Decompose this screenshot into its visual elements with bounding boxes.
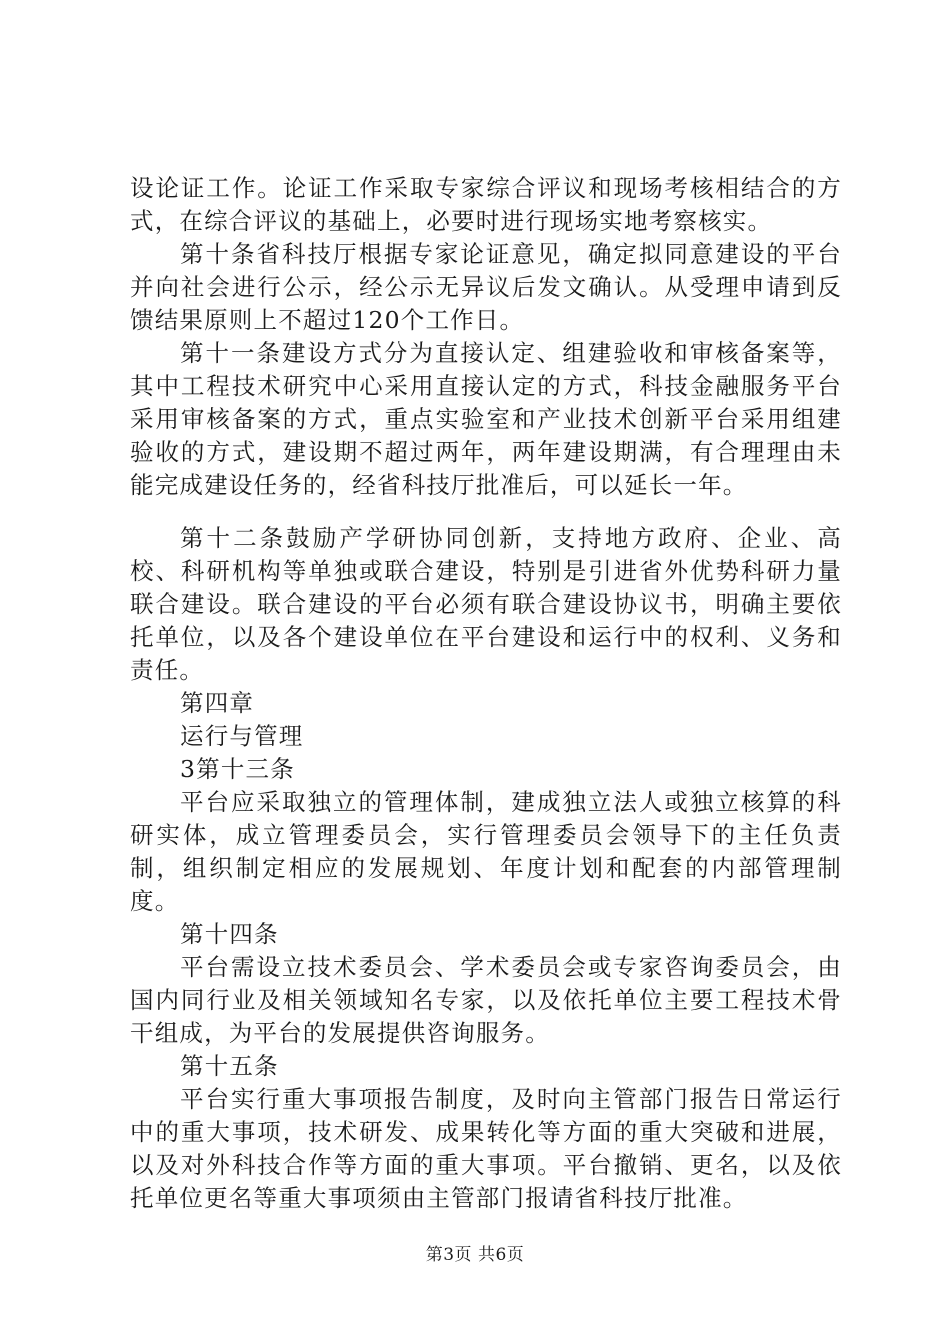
article-14-heading: 第十四条 (180, 920, 279, 948)
chapter-title: 运行与管理 (180, 722, 304, 750)
paragraph-article-12: 第十二条鼓励产学研协同创新，支持地方政府、企业、高校、科研机构等单独或联合建设，特别是引进省外优势科研力量联合建设。联合建设的平台必须有联合建设协议书，明确主要依托单位，以及各个建设单位在平台建设和运行中的权利、义务和责任。 (130, 524, 842, 684)
paragraph-article-14: 平台需设立技术委员会、学术委员会或专家咨询委员会，由国内同行业及相关领域知名专家，以及依托单位主要工程技术骨干组成，为平台的发展提供咨询服务。 (130, 953, 842, 1047)
paragraph-article-15: 平台实行重大事项报告制度，及时向主管部门报告日常运行中的重大事项，技术研发、成果转化等方面的重大突破和进展，以及对外科技合作等方面的重大事项。平台撤销、更名，以及依托单位更名等重大事项须由主管部门报请省科技厅批准。 (130, 1085, 842, 1212)
paragraph-article-11: 第十一条建设方式分为直接认定、组建验收和审核备案等，其中工程技术研究中心采用直接认定的方式，科技金融服务平台采用审核备案的方式，重点实验室和产业技术创新平台采用组建验收的方式，建设期不超过两年，两年建设期满，有合理理由未能完成建设任务的，经省科技厅批准后，可以延长一年。 (130, 339, 842, 499)
paragraph-continuation: 设论证工作。论证工作采取专家综合评议和现场考核相结合的方式，在综合评议的基础上，必要时进行现场实地考察核实。 (130, 174, 842, 235)
paragraph-article-13: 平台应采取独立的管理体制，建成独立法人或独立核算的科研实体，成立管理委员会，实行管理委员会领导下的主任负责制，组织制定相应的发展规划、年度计划和配套的内部管理制度。 (130, 788, 842, 915)
document-body (130, 172, 842, 1215)
chapter-heading: 第四章 (180, 689, 255, 717)
article-13-heading: 3第十三条 (180, 755, 295, 783)
page-number-footer: 第3页 共6页 (425, 1245, 525, 1265)
article-15-heading: 第十五条 (180, 1052, 279, 1080)
paragraph-article-10: 第十条省科技厅根据专家论证意见，确定拟同意建设的平台并向社会进行公示，经公示无异议后发文确认。从受理申请到反馈结果原则上不超过120个工作日。 (130, 240, 842, 334)
paragraph-gap (130, 502, 842, 522)
